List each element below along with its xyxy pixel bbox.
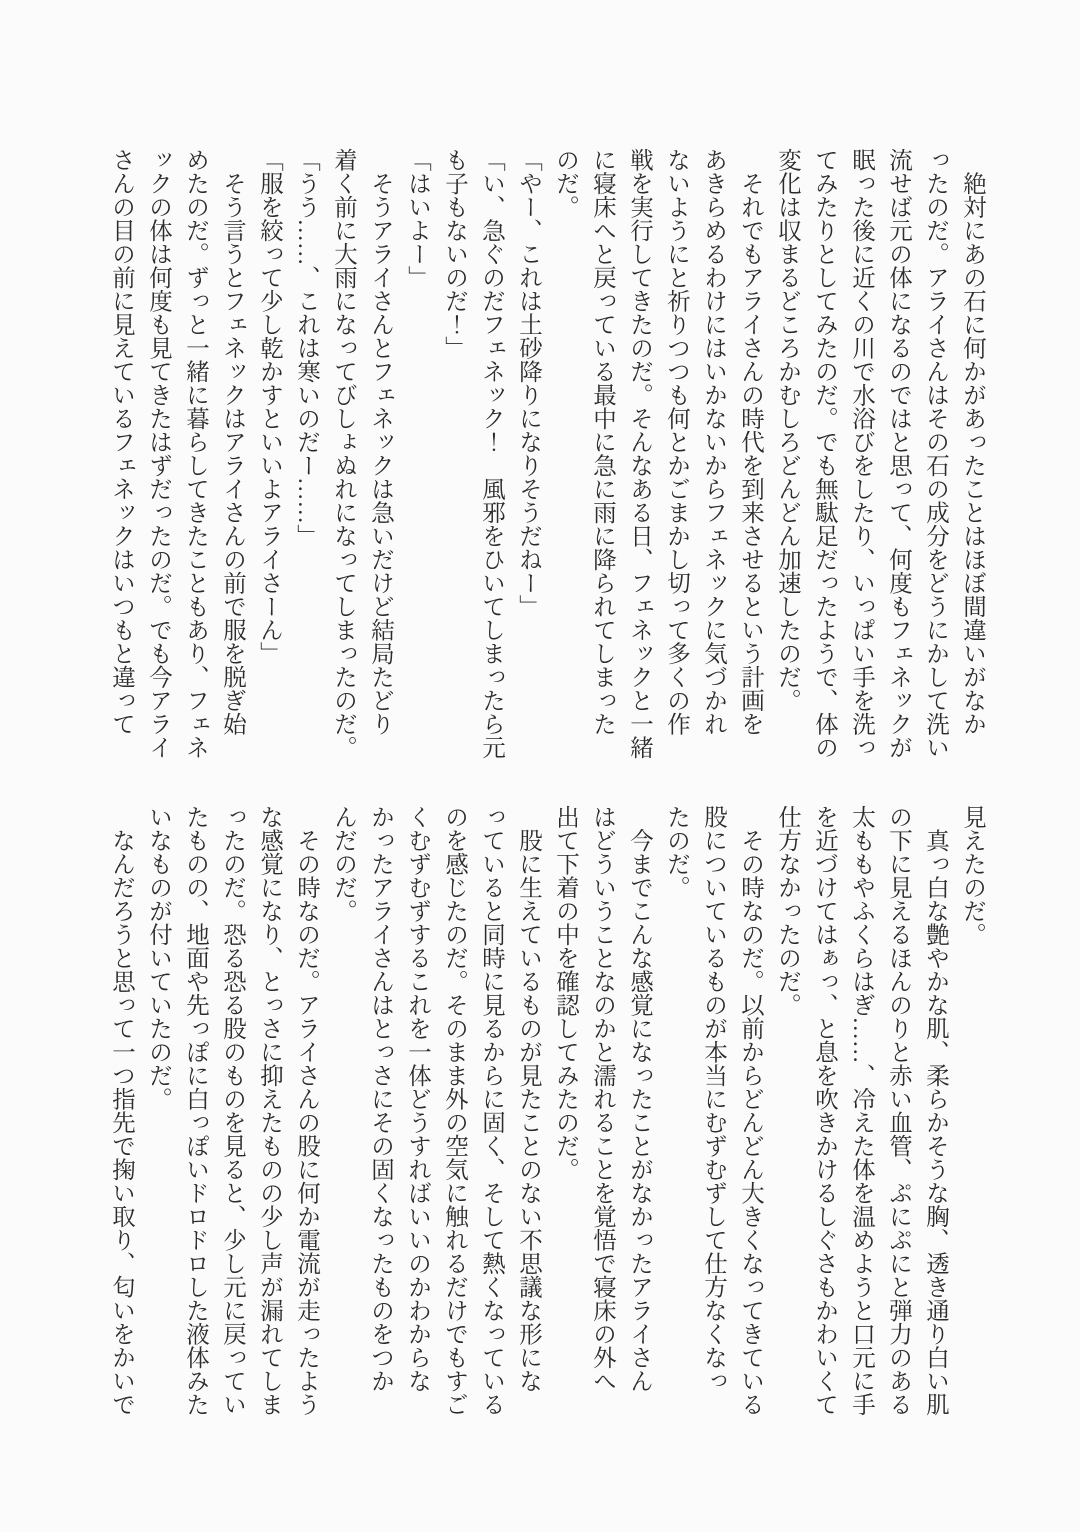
- text-line: 見えたのだ。: [959, 805, 985, 946]
- text-line: 「うう……、これは寒いのだー……」: [293, 148, 319, 548]
- text-line: その時なのだ。アライさんの股に何か電流が走ったよう: [293, 805, 319, 1416]
- text-line: ったのだ。アライさんはその石の成分をどうにかして洗い: [922, 148, 948, 759]
- text-line: 流せば元の体になるのではと思って、何度もフェネックが: [885, 148, 911, 759]
- text-line: めたのだ。ずっと一緒に暮らしてきたこともあり、フェネ: [182, 148, 208, 759]
- text-line: 戦を実行してきたのだ。そんなある日、フェネックと一緒: [626, 148, 652, 759]
- text-line: たものの、地面や先っぽに白っぽいドロドロした液体みた: [182, 805, 208, 1416]
- text-line: を近づけてはぁっ、と息を吹きかけるしぐさもかわいくて: [811, 805, 837, 1416]
- text-block-upper: [102, 148, 990, 761]
- text-line: かったアライさんはとっさにその固くなったものをつか: [367, 805, 393, 1393]
- text-line: んだのだ。: [330, 805, 356, 923]
- text-line: くむずむずするこれを一体どうすればいいのかわからな: [404, 805, 430, 1393]
- text-line: 真っ白な艶やかな肌、柔らかそうな胸、透き通り白い肌: [922, 805, 948, 1416]
- text-line: 「い、急ぐのだフェネック！ 風邪をひいてしまったら元: [478, 148, 504, 759]
- text-line: あきらめるわけにはいかないからフェネックに気づかれ: [700, 148, 726, 736]
- text-line: 「はいよー」: [404, 148, 430, 289]
- text-line: 「やー、これは土砂降りになりそうだねー」: [515, 148, 541, 618]
- text-line: の下に見えるほんのりと赤い血管、ぷにぷにと弾力のある: [885, 805, 911, 1416]
- text-line: 眠った後に近くの川で水浴びをしたり、いっぱい手を洗っ: [848, 148, 874, 759]
- text-line: てみたりとしてみたのだ。でも無駄足だったようで、体の: [811, 148, 837, 759]
- text-line: に寝床へと戻っている最中に急に雨に降られてしまった: [589, 148, 615, 736]
- text-line: 股に生えているものが見たことのない不思議な形にな: [515, 805, 541, 1393]
- text-line: その時なのだ。以前からどんどん大きくなってきている: [737, 805, 763, 1416]
- text-line: 今までこんな感覚になったことがなかったアライさん: [626, 805, 652, 1393]
- text-line: 股についているものが本当にむずむずして仕方なくなっ: [700, 805, 726, 1393]
- text-line: 「服を絞って少し乾かすといいよアライさーん」: [256, 148, 282, 665]
- text-line: いなものが付いていたのだ。: [145, 805, 171, 1111]
- text-block-lower: [102, 805, 990, 1418]
- text-line: 変化は収まるどころかむしろどんどん加速したのだ。: [774, 148, 800, 712]
- text-line: のだ。: [552, 148, 578, 219]
- text-line: なんだろうと思って一つ指先で掬い取り、匂いをかいで: [108, 805, 134, 1416]
- text-line: ったのだ。恐る恐る股のものを見ると、少し元に戻ってい: [219, 805, 245, 1416]
- text-line: そうアライさんとフェネックは急いだけど結局たどり: [367, 148, 393, 736]
- text-line: そう言うとフェネックはアライさんの前で服を脱ぎ始: [219, 148, 245, 736]
- text-line: ないようにと祈りつつも何とかごまかし切って多くの作: [663, 148, 689, 736]
- text-line: それでもアライさんの時代を到来させるという計画を: [737, 148, 763, 736]
- text-line: 仕方なかったのだ。: [774, 805, 800, 1017]
- text-line: な感覚になり、とっさに抑えたものの少し声が漏れてしま: [256, 805, 282, 1416]
- text-line: ックの体は何度も見てきたはずだったのだ。でも今アライ: [145, 148, 171, 759]
- text-line: 絶対にあの石に何かがあったことはほぼ間違いがなか: [959, 148, 985, 736]
- text-line: はどういうことなのかと濡れることを覚悟で寝床の外へ: [589, 805, 615, 1393]
- text-line: たのだ。: [663, 805, 689, 899]
- text-line: っていると同時に見るからに固く、そして熱くなっている: [478, 805, 504, 1416]
- text-line: 太ももやふくらはぎ……、冷えた体を温めようと口元に手: [848, 805, 874, 1416]
- text-line: 出て下着の中を確認してみたのだ。: [552, 805, 578, 1181]
- text-line: のを感じたのだ。そのまま外の空気に触れるだけでもすご: [441, 805, 467, 1416]
- text-line: さんの目の前に見えているフェネックはいつもと違って: [108, 148, 134, 736]
- text-line: 着く前に大雨になってびしょぬれになってしまったのだ。: [330, 148, 356, 759]
- text-line: も子もないのだ！」: [441, 148, 467, 360]
